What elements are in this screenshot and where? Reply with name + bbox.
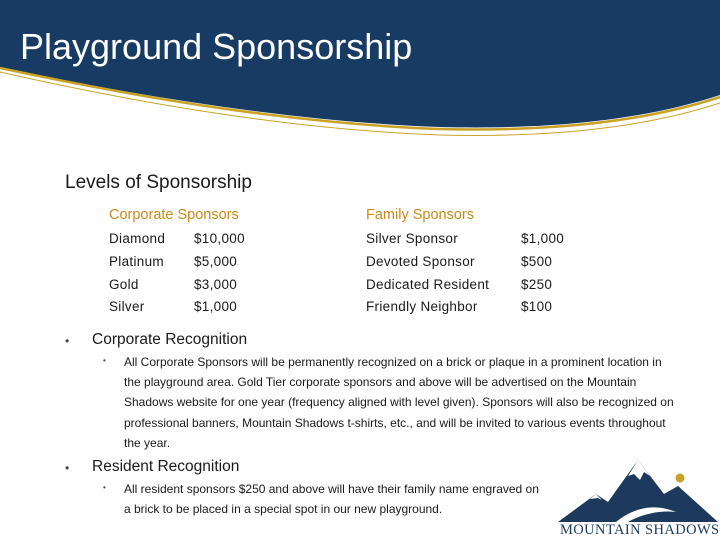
family-tier-amount: $1,000 [521,231,565,246]
family-tier-name: Devoted Sponsor [366,254,475,269]
corporate-tier-name: Silver [109,299,145,314]
corporate-tier-amount: $1,000 [194,299,238,314]
corporate-tier-amount: $3,000 [194,277,238,292]
family-heading: Family Sponsors [366,207,474,223]
family-tier-amount: $250 [521,277,553,292]
bullet-icon: • [65,334,70,348]
corporate-tier-amount: $5,000 [194,254,238,269]
resident-recognition-heading: Resident Recognition [92,458,240,475]
corporate-tier-amount: $10,000 [194,231,245,246]
family-tier-name: Silver Sponsor [366,231,458,246]
corporate-recognition-heading: Corporate Recognition [92,331,248,348]
corporate-tier-name: Diamond [109,231,166,246]
bullet-icon: • [65,461,70,475]
header-swoosh [0,0,720,150]
family-tier-amount: $100 [521,299,553,314]
family-tier-name: Dedicated Resident [366,277,490,292]
family-tier-name: Friendly Neighbor [366,299,478,314]
family-tier-amount: $500 [521,254,553,269]
page-title: Playground Sponsorship [20,26,413,67]
corporate-tier-name: Platinum [109,254,164,269]
corporate-recognition-text: All Corporate Sponsors will be permanently recognized on a brick or plaque in a prominent location in the playground area. Gold Tier corporate sponsors and above will be advertised on the Mountain Shadows website for one year (frequency aligned with level given). Sponsors will also be recognized on professional banners, Mountain Shadows t-shirts, etc., and will be invited to various events throughout the year. [124,355,674,450]
corporate-tier-name: Gold [109,277,139,292]
resident-recognition-text: All resident sponsors $250 and above will have their family name engraved on a brick to be placed in a special spot in our new playground. [124,482,539,517]
corporate-heading: Corporate Sponsors [109,207,239,223]
logo-text: MOUNTAIN SHADOWS [560,522,720,538]
header-banner [0,0,720,150]
mountain-shadows-logo [556,456,720,540]
sub-bullet-icon: • [103,483,106,492]
sub-bullet-icon: • [103,356,106,365]
section-subtitle: Levels of Sponsorship [65,172,252,193]
mountain-logo-icon [556,456,720,524]
